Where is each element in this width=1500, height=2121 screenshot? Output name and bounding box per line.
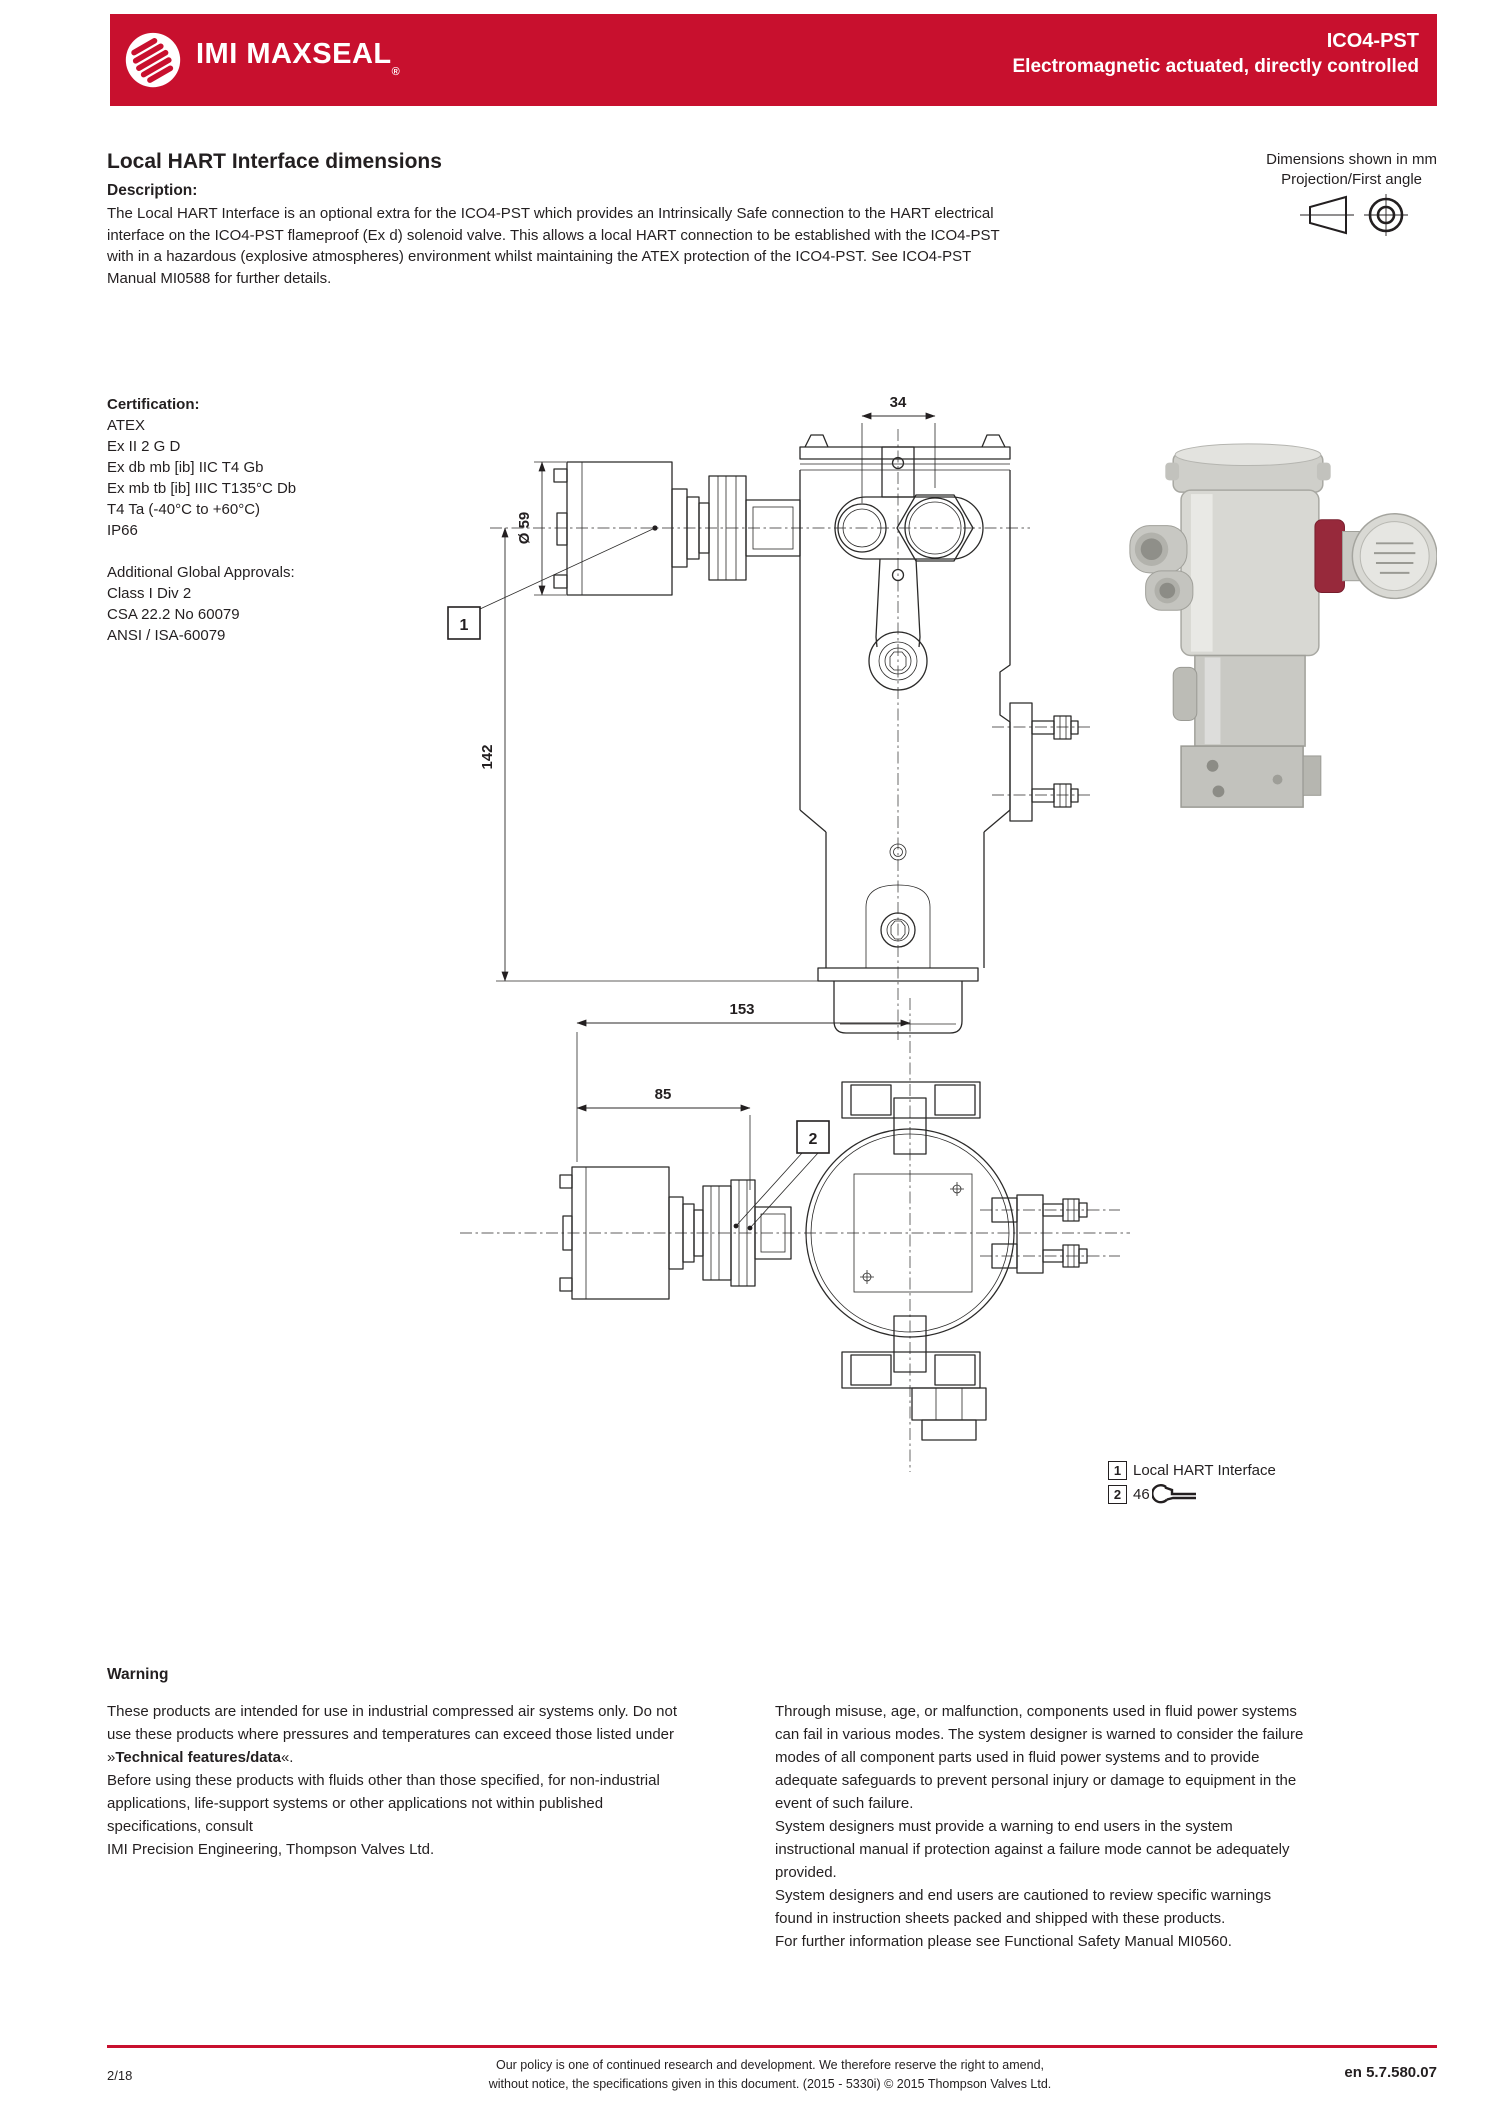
warning-left-column xyxy=(107,1700,682,1861)
warning-bold-ref: Technical features/data xyxy=(115,1749,281,1766)
dim-overall-label: 153 xyxy=(729,1001,755,1018)
product-photo xyxy=(1122,432,1437,820)
certification-item: IP66 xyxy=(107,522,138,539)
footer-rule xyxy=(107,2045,1437,2048)
legend-ref-2: 2 xyxy=(1108,1485,1127,1504)
valve-body-front xyxy=(800,435,1092,1033)
warning-paragraph: Before using these products with fluids other than those specified, for non-industrial applications, life-support systems or other applications not within published specifications, consult xyxy=(107,1772,660,1835)
certification-item: T4 Ta (-40°C to +60°C) xyxy=(107,501,261,518)
approval-item: ANSI / ISA-60079 xyxy=(107,627,226,644)
footer-policy xyxy=(385,2056,1155,2094)
certification-item: Ex db mb [ib] IIC T4 Gb xyxy=(107,459,264,476)
dim-height-label: 142 xyxy=(479,744,496,770)
page-number: 2/18 xyxy=(107,2068,133,2083)
drawing-legend xyxy=(1108,1458,1276,1506)
units-note-line1: Dimensions shown in mm xyxy=(1266,151,1437,168)
valve-body-top xyxy=(806,1082,1120,1440)
approvals-label: Additional Global Approvals: xyxy=(107,564,295,581)
legend-item xyxy=(1108,1482,1276,1506)
warning-paragraph: System designers must provide a warning to end users in the system instructional manual if protection against a failure mode cannot be adequately provided. xyxy=(775,1818,1290,1881)
approval-item: CSA 22.2 No 60079 xyxy=(107,606,240,623)
dim-diameter-label: Ø 59 xyxy=(516,511,533,545)
bolt-assembly xyxy=(980,1198,1120,1222)
warning-paragraph: Through misuse, age, or malfunction, components used in fluid power systems can fail in various modes. The system designer is warned to consider the failure modes of all component parts used in fluid power systems and to provide adequate safeguards to prevent personal injury or damage to equipment in the event of such failure. xyxy=(775,1703,1304,1812)
technical-drawing-top-view xyxy=(420,990,1150,1480)
product-name: ICO4-PST xyxy=(1326,30,1419,52)
approval-item: Class I Div 2 xyxy=(107,585,192,602)
warning-right-column xyxy=(775,1700,1310,1953)
warning-title: Warning xyxy=(107,1666,169,1683)
certification-item: Ex mb tb [ib] IIIC T135°C Db xyxy=(107,480,297,497)
legend-label-2: 46 xyxy=(1133,1485,1150,1503)
bolt-assembly xyxy=(992,784,1092,807)
footer-policy-line1: Our policy is one of continued research and development. We therefore reserve the right to amend, xyxy=(496,2058,1044,2072)
warning-paragraph xyxy=(107,1700,682,1769)
document-code: en 5.7.580.07 xyxy=(1344,2064,1437,2081)
legend-label-1: Local HART Interface xyxy=(1133,1461,1276,1479)
header-banner xyxy=(110,14,1437,106)
legend-item xyxy=(1108,1458,1276,1482)
balloon-1-label: 1 xyxy=(459,617,469,634)
certification-block xyxy=(107,394,296,646)
warning-paragraph: IMI Precision Engineering, Thompson Valves Ltd. xyxy=(107,1841,435,1858)
wrench-icon xyxy=(1152,1484,1198,1504)
page-title: Local HART Interface dimensions xyxy=(107,150,442,173)
projection-note-line: Projection/First angle xyxy=(1281,171,1422,188)
hart-interface-module-front xyxy=(554,462,800,595)
warning-paragraph: System designers and end users are cautioned to review specific warnings found in instruction sheets packed and shipped with these products. xyxy=(775,1887,1272,1927)
warning-paragraph: For further information please see Functional Safety Manual MI0560. xyxy=(775,1933,1232,1950)
certification-label: Certification: xyxy=(107,396,200,413)
footer-policy-line2: without notice, the specifications given in this document. (2015 - 5330i) © 2015 Thompson Valves Ltd. xyxy=(488,2077,1052,2091)
description-label: Description: xyxy=(107,182,198,199)
brand-name: IMI MAXSEAL® xyxy=(196,38,401,78)
warning-text: «. xyxy=(280,1749,294,1766)
dim-spacing-label: 34 xyxy=(889,394,907,411)
balloon-2-label: 2 xyxy=(808,1131,818,1148)
certification-item: Ex II 2 G D xyxy=(107,438,181,455)
header-right xyxy=(1013,28,1420,80)
first-angle-projection-icon xyxy=(1300,192,1420,238)
dim-interface-label: 85 xyxy=(654,1086,672,1103)
legend-ref-1: 1 xyxy=(1108,1461,1127,1480)
balloon-1 xyxy=(448,525,658,639)
technical-drawing-front-view xyxy=(430,385,1130,1045)
bolt-assembly xyxy=(980,1244,1120,1268)
product-subtitle: Electromagnetic actuated, directly controlled xyxy=(1012,56,1419,77)
imi-logo-icon xyxy=(124,31,182,89)
description-text: The Local HART Interface is an optional extra for the ICO4-PST which provides an Intrinsically Safe connection to the HART electrical interface on the ICO4-PST flameproof (Ex d) solenoid valve. This allows a local HART connection to be established with the ICO4-PST with in a hazardous (explosive atmospheres) environment whilst maintaining the ATEX protection of the ICO4-PST. See ICO4-PST Manual MI0588 for further details. xyxy=(107,205,1000,287)
certification-item: ATEX xyxy=(107,417,146,434)
warning-text: These products are intended for use in industrial compressed air systems only. Do not use these products where pressures and temperatures can exceed those listed under » xyxy=(107,1703,677,1766)
units-note xyxy=(1266,150,1437,190)
registered-mark: ® xyxy=(391,66,401,78)
